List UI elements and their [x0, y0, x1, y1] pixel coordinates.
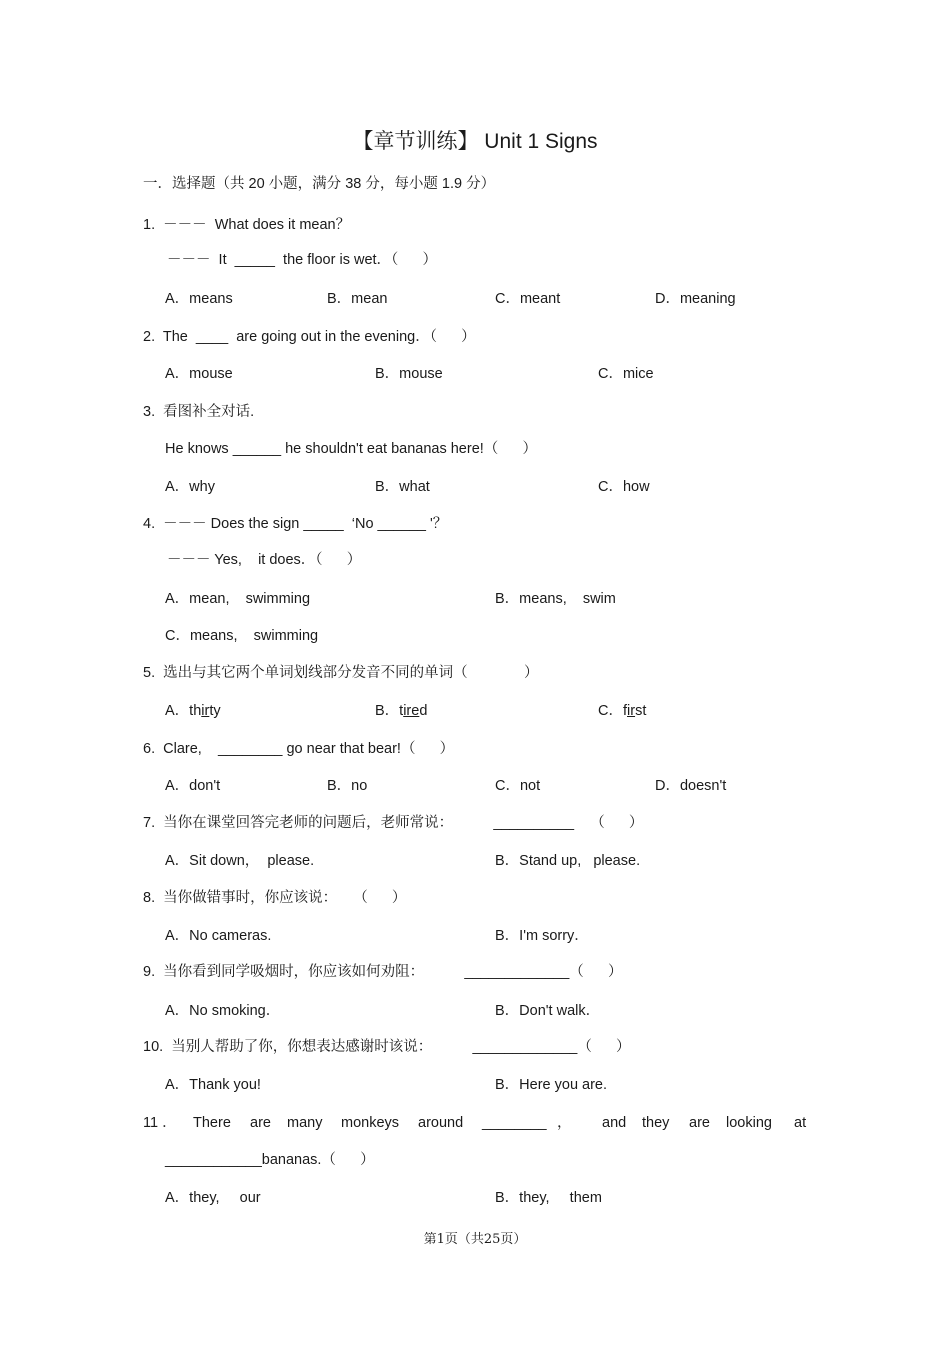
question-11-option-b[interactable]: B．they, them: [495, 1190, 602, 1206]
question-11-word: many: [287, 1115, 323, 1131]
question-10-option-a[interactable]: A．Thank you!: [165, 1077, 261, 1093]
question-9-option-b[interactable]: B．Don't walk．: [495, 1003, 601, 1019]
question-6-option-b[interactable]: B．no: [327, 778, 368, 794]
question-6-option-c[interactable]: C．not: [495, 778, 541, 794]
question-7-option-b[interactable]: B．Stand up, please.: [495, 853, 641, 869]
question-11-continuation: ____________bananas.（ ）: [165, 1152, 375, 1168]
question-10-stem: 10. 当别人帮助了你，你想表达感谢时该说： _____________（ ）: [143, 1039, 631, 1055]
question-9-option-a[interactable]: A．No smoking．: [165, 1003, 281, 1019]
question-11-word: are: [250, 1115, 271, 1131]
question-4-stem: 4. －－－ Does the sign _____ ‘No ______ '？: [143, 516, 448, 532]
option-suffix: ty: [209, 703, 221, 719]
question-4-response: －－－ Yes, it does．（ ）: [167, 552, 362, 568]
question-5-stem: 5. 选出与其它两个单词划线部分发音不同的单词（ ）: [143, 665, 539, 681]
question-5-option-b[interactable]: [375, 704, 427, 719]
question-11-word: monkeys: [341, 1115, 400, 1131]
question-6-option-a[interactable]: A．don't: [165, 778, 221, 794]
underlined-letters: ir: [627, 703, 636, 719]
question-11-word: looking: [726, 1115, 772, 1131]
question-9-stem: 9. 当你看到同学吸烟时，你应该如何劝阻： _____________（ ）: [143, 964, 623, 980]
question-3-option-c[interactable]: C．how: [598, 479, 650, 495]
question-3-option-a[interactable]: A．why: [165, 479, 215, 495]
question-7-stem: 7. 当你在课堂回答完老师的问题后，老师常说： __________ （ ）: [143, 815, 644, 831]
question-11-word: 11 ．: [143, 1115, 177, 1131]
option-prefix: B．t: [375, 703, 404, 719]
question-8-stem: 8. 当你做错事时，你应该说： （ ）: [143, 890, 407, 906]
question-8-option-a[interactable]: A．No cameras.: [165, 928, 272, 944]
question-11-word: ，: [557, 1115, 572, 1131]
question-2-option-b[interactable]: B．mouse: [375, 366, 443, 382]
question-1-stem: 1. －－－ What does it mean？: [143, 217, 351, 233]
question-7-option-a[interactable]: A．Sit down， please.: [165, 853, 315, 869]
question-8-option-b[interactable]: B．I'm sorry．: [495, 928, 589, 944]
question-5-option-a[interactable]: [165, 704, 221, 719]
question-1-response: －－－ It _____ the floor is wet．（ ）: [167, 252, 437, 268]
question-11-blank: ________: [482, 1115, 547, 1131]
option-suffix: d: [419, 703, 428, 719]
question-2-option-c[interactable]: C．mice: [598, 366, 654, 382]
question-1-option-c[interactable]: C．meant: [495, 291, 561, 307]
question-4-option-a[interactable]: A．mean, swimming: [165, 591, 311, 607]
question-3-option-b[interactable]: B．what: [375, 479, 430, 495]
underlined-letters: ir: [201, 703, 210, 719]
question-6-option-d[interactable]: D．doesn't: [655, 778, 727, 794]
question-2-stem: 2. The ____ are going out in the evening．（ ）: [143, 329, 476, 345]
question-1-option-d[interactable]: D．meaning: [655, 291, 736, 307]
option-prefix: C．f: [598, 703, 627, 719]
question-11-word: are: [689, 1115, 710, 1131]
option-suffix: st: [635, 703, 647, 719]
question-1-option-a[interactable]: A．means: [165, 291, 233, 307]
question-3-prompt: He knows ______ he shouldn't eat bananas here!（ ）: [165, 441, 537, 457]
underlined-letters: ire: [403, 703, 420, 719]
question-3-stem: 3. 看图补全对话.: [143, 404, 255, 420]
question-1-option-b[interactable]: B．mean: [327, 291, 388, 307]
question-10-option-b[interactable]: B．Here you are.: [495, 1077, 608, 1093]
question-4-option-b[interactable]: B．means, swim: [495, 591, 616, 607]
question-11-word: they: [642, 1115, 670, 1131]
question-2-option-a[interactable]: A．mouse: [165, 366, 233, 382]
page-footer: 第1页（共25页）: [423, 1232, 527, 1247]
option-prefix: A．th: [165, 703, 202, 719]
question-11-word: around: [418, 1115, 464, 1131]
question-11-word: and: [602, 1115, 627, 1131]
section-header: 一．选择题（共 20 小题，满分 38 分，每小题 1.9 分）: [143, 176, 496, 192]
question-11-word: There: [193, 1115, 231, 1131]
question-6-stem: 6. Clare, ________ go near that bear!（ ）: [143, 741, 455, 757]
question-11-word: at: [794, 1115, 807, 1131]
question-4-option-c[interactable]: C．means, swimming: [165, 628, 319, 644]
question-5-option-c[interactable]: [598, 704, 646, 719]
page-title: 【章节训练】 Unit 1 Signs: [352, 130, 598, 153]
question-11-option-a[interactable]: A．they, our: [165, 1190, 261, 1206]
